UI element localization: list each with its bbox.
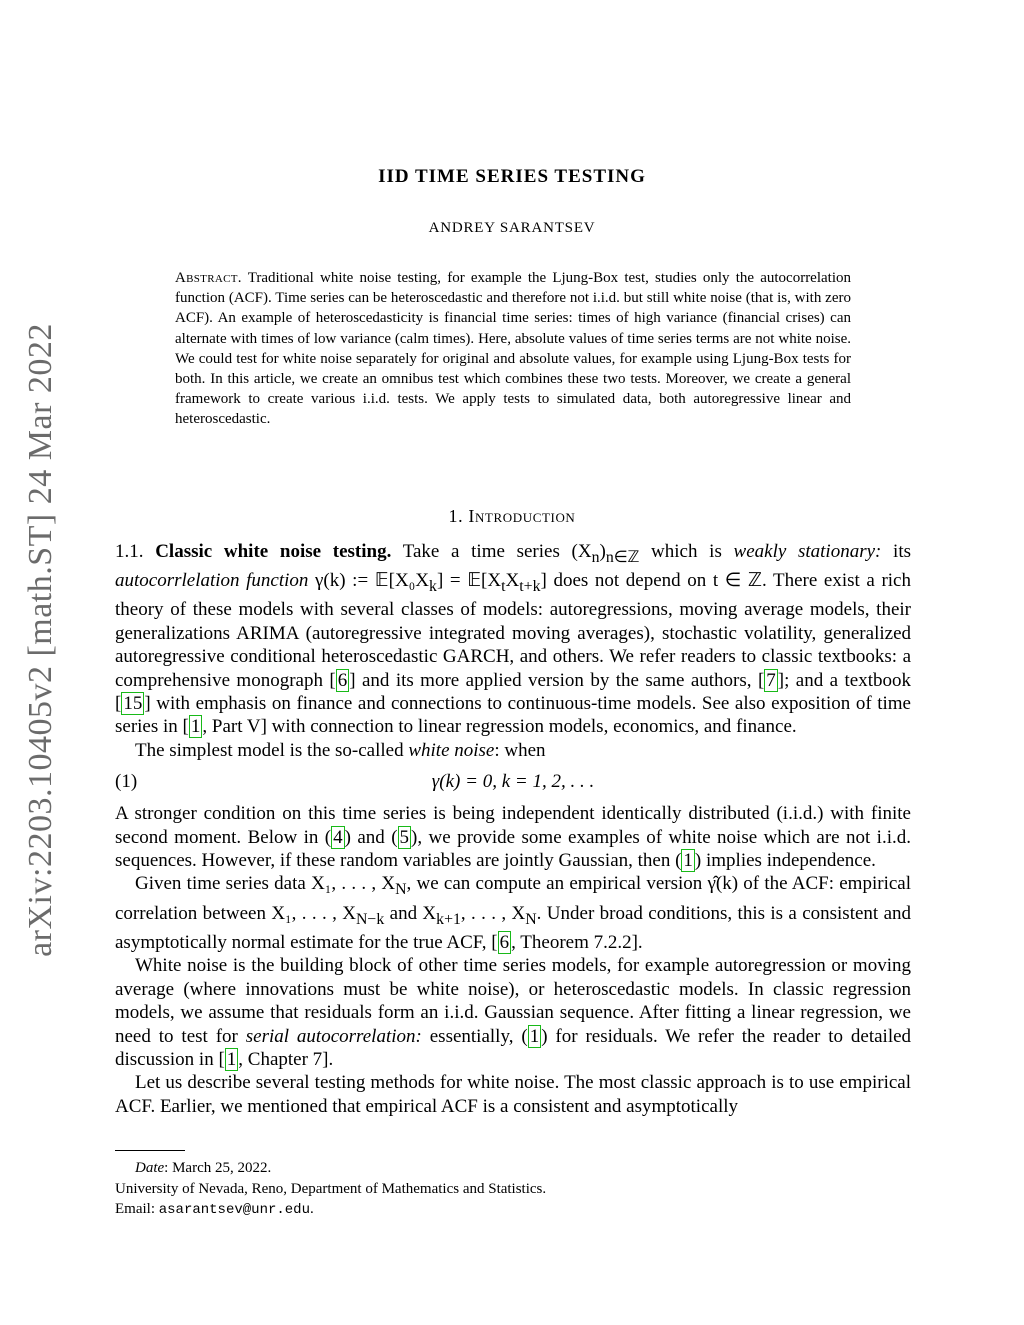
arxiv-identifier: arXiv:2203.10405v2 [math.ST] 24 Mar 2022 [22, 323, 59, 957]
email-end: . [309, 1201, 314, 1217]
text-run: White noise is the building block of other time series models, for example autoregression or moving average (where innovations must be white noise), or heteroscedastic models. In classic regression models, we assume that residuals form an i.i.d. Gaussian sequence. After fitting a linear regression, we need to test for [115, 955, 911, 1047]
emphasis: weakly stationary: [733, 541, 882, 562]
text-run: implies independence. [701, 850, 876, 872]
text-run: for residuals. We refer the reader to detailed discussion in [ [115, 1025, 912, 1070]
paragraph-2 [115, 739, 911, 762]
text-run: with emphasis on finance and connections to continuous-time models. See also exposition of time series in [ [115, 693, 911, 738]
emphasis: white noise [408, 739, 495, 761]
subscript: t [501, 578, 506, 595]
subscript: n∈ℤ [605, 548, 640, 566]
paragraph-6: Let us describe several testing methods for white noise. The most classic approach is to use empirical ACF. Earlier, we mentioned that empirical ACF is a consistent and asymptotically [115, 1072, 911, 1117]
text-run: , Chapter 7]. [238, 1048, 334, 1070]
text-run: A stronger condition on this time series is being independent identically distributed (i.i.d.) with finite second moment. Below in [115, 803, 911, 848]
subscript: n [591, 548, 600, 566]
footnote-divider [115, 1150, 185, 1151]
footnote-date [115, 1158, 911, 1179]
text-run: and X [384, 902, 437, 924]
emphasis: serial autocorrelation: [245, 1025, 422, 1047]
abstract-label: Abstract. [175, 270, 242, 286]
section-heading: 1. Introduction [448, 506, 576, 526]
citation-link[interactable]: 6 [337, 669, 348, 691]
text-run: : when [494, 739, 546, 761]
text-run: ] = 𝔼[X [436, 570, 502, 592]
text-run: which is [639, 541, 734, 562]
equation-ref-link[interactable]: 4 [333, 826, 343, 848]
text-run: ] does not depend on t ∈ ℤ. There exist a rich theory of these models with several classes of models: autoregressions, moving average models, their generalizations ARIMA (autoregressive integrated moving averages), stochastic volatility, generalized autoregressive conditional heteroscedastic GARCH, and others. We refer readers to classic textbooks: a comprehensive monograph [115, 570, 911, 691]
email-label: Email: [115, 1201, 159, 1217]
body-text [115, 540, 911, 1118]
text-run: , we can compute an empirical version γ̂(k) of the ACF: empirical correlation between X₁, . . . , X [115, 873, 911, 924]
text-run: Given time series data X₁, . . . , X [135, 873, 396, 895]
paragraph-4 [115, 872, 911, 954]
email-link[interactable]: asarantsev@unr.edu [158, 1202, 310, 1218]
citation-link[interactable]: 1 [226, 1048, 237, 1070]
subscript: N−k [355, 910, 385, 928]
citation-link[interactable]: 1 [190, 716, 201, 738]
footnote-email [115, 1199, 911, 1221]
abstract [175, 268, 851, 430]
arxiv-side-stamp [18, 310, 64, 970]
emphasis: autocorrlelation function [115, 570, 309, 592]
text-run: ; and a textbook [784, 669, 911, 691]
text-run: and [350, 826, 392, 848]
subsection-title: Classic white noise testing. [155, 541, 392, 562]
equation-body: γ(k) = 0, k = 1, 2, . . . [431, 771, 595, 793]
text-run: , . . . , X [460, 902, 526, 924]
paper-title: IID TIME SERIES TESTING [378, 166, 646, 187]
subscript: N [525, 910, 537, 928]
text-run: X [505, 570, 520, 592]
text-run: , Part V] with connection to linear regression models, economics, and finance. [202, 716, 797, 738]
paper-author: ANDREY SARANTSEV [428, 220, 596, 236]
equation-ref-link[interactable]: 5 [399, 826, 410, 848]
text-run: γ(k) := 𝔼[X₀X [308, 570, 430, 592]
subsection-number: 1.1. [115, 541, 144, 562]
footnote-affiliation: University of Nevada, Reno, Department of Mathematics and Statistics. [115, 1180, 547, 1197]
text-run: , we provide some examples of white noise which are not i.i.d. sequences. However, if these random variables are jointly Gaussian, then [115, 826, 911, 872]
text-run: Take a time series (X [402, 541, 592, 562]
equation-ref-link[interactable]: 1 [683, 850, 693, 872]
citation-link[interactable]: 15 [123, 693, 143, 715]
subscript: k+1 [436, 910, 461, 928]
equation-1 [115, 762, 911, 802]
paragraph-5: White noise is the building block of other time series models, for example autoregression or moving average (where innovations must be white noise), or heteroscedastic models. In classic regression models, we assume that residuals form an i.i.d. Gaussian sequence. After fitting a linear regression, we need to test for serial autocorrelation: essentially, ( 1 ) for residuals. We refer the reader to detailed discussion in [ 1 , Chapter 7]. [115, 955, 912, 1070]
text-run: . Under broad conditions, this is a consistent and asymptotically normal estimate for the true ACF, [ [115, 902, 911, 953]
equation-number: (1) [115, 771, 138, 793]
citation-link[interactable]: 6 [499, 931, 510, 953]
subscript: N [395, 881, 407, 899]
equation-ref-link[interactable]: 1 [529, 1025, 540, 1047]
text-run: ) [599, 541, 606, 562]
paragraph-3: A stronger condition on this time series is being independent identically distributed (i.i.d.) with finite second moment. Below in ( 4 ) and ( 5 ), we provide some examples of white noise which are not i.i.d. sequences. However, if these random variables are jointly Gaussian, then ( 1 ) implies independence. [115, 803, 911, 872]
paragraph-1: 1.1. Classic white noise testing. Take a time series $(X_n)_{n\in ℤ}$ which is weakly stationary: its autocorrlelation function γ(k) := $𝔼[X_0X_k]$ = $𝔼[X_tX_{t+k}]$ does not depend on t ∈ ℤ. There exist a rich theory of these models with several classes of models: autoregressions, moving average models, their generalizations ARIMA (autoregressive integrated moving averages), stochastic volatility, generalized autoregressive conditional heteroscedastic GARCH, and others. We refer readers to classic textbooks: a comprehensive monograph [ 6 ] and its more applied version by the same authors, [ 7 ]; and a textbook [ 15 ] with emphasis on finance and connections to continuous-time models. See also exposition of time series in [ 1 , Part V] with connection to linear regression models, economics, and finance. [115, 541, 911, 738]
text-run: essentially, [421, 1025, 522, 1047]
citation-link[interactable]: 7 [766, 669, 776, 691]
text-run: The simplest model is the so-called [135, 739, 409, 761]
date-value: : March 25, 2022. [164, 1160, 272, 1176]
footnotes [115, 1158, 911, 1221]
abstract-text: Traditional white noise testing, for example the Ljung-Box test, studies only the autocorrelation function (ACF). Time series can be heteroscedastic and therefore not i.i.d. but still white noise (that is, with zero ACF). An example of heteroscedasticity is financial time series: times of high variance (financial crises) can alternate with times of low variance (calm times). Here, absolute values of time series terms are not white noise. We could test for white noise separately for original and absolute values, for example using Ljung-Box tests for both. In this article, we create an omnibus test which combines these two tests. Moreover, we create a general framework to create various i.i.d. tests. We apply tests to simulated data, both autoregressive linear and heteroscedastic. [175, 270, 852, 428]
text-run: , Theorem 7.2.2]. [511, 931, 643, 953]
subscript: t+k [519, 578, 541, 595]
text-run: its [881, 541, 911, 562]
text-run: and its more applied version by the same authors, [355, 669, 758, 691]
subscript: k [429, 578, 437, 595]
date-label: Date [135, 1160, 165, 1176]
